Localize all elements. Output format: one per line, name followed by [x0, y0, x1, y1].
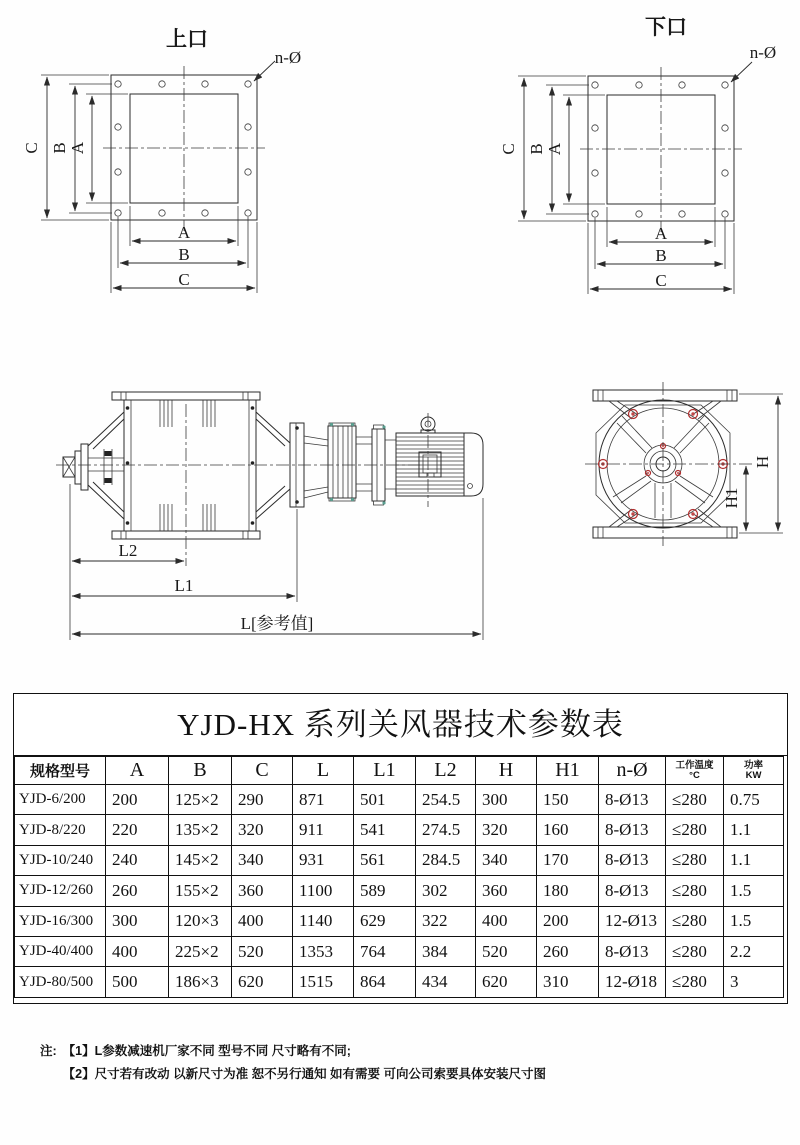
- end-view-drawing: [585, 382, 783, 546]
- cell-model: YJD-16/300: [15, 906, 106, 936]
- upper-port-title: 上口: [166, 27, 208, 51]
- upper-dim-b-left: B: [50, 142, 69, 154]
- header-c: C: [232, 757, 293, 785]
- table-row: [15, 936, 784, 966]
- header-temp-line2: °C: [689, 769, 700, 781]
- upper-dim-c-left: C: [22, 142, 41, 154]
- cell-temp: ≤280: [666, 876, 724, 906]
- footnote-label: 注:: [40, 1044, 57, 1058]
- cell-model: YJD-6/200: [15, 785, 106, 815]
- cell-n: 8-Ø13: [599, 876, 666, 906]
- cell-l: 911: [293, 815, 354, 845]
- cell-power: 2.2: [724, 936, 784, 966]
- header-a: A: [106, 757, 169, 785]
- cell-a: 200: [106, 785, 169, 815]
- header-power-line1: 功率: [743, 759, 763, 771]
- cell-n: 12-Ø18: [599, 967, 666, 997]
- header-model: 规格型号: [15, 757, 106, 785]
- cell-c: 400: [232, 906, 293, 936]
- header-l2: L2: [416, 757, 476, 785]
- spec-table-title: YJD-HX 系列关风器技术参数表: [14, 694, 787, 756]
- cell-temp: ≤280: [666, 845, 724, 875]
- cell-h1: 160: [537, 815, 599, 845]
- cell-a: 260: [106, 876, 169, 906]
- cell-temp: ≤280: [666, 967, 724, 997]
- cell-power: 1.1: [724, 815, 784, 845]
- cell-n: 8-Ø13: [599, 845, 666, 875]
- upper-port-hole-label: n-Ø: [274, 48, 302, 67]
- lower-dim-a-left: A: [545, 142, 564, 156]
- cell-power: 3: [724, 967, 784, 997]
- side-view-drawing: [56, 392, 483, 640]
- end-dim-h-label: H: [753, 455, 772, 469]
- upper-dim-a-bottom: A: [177, 223, 191, 242]
- cell-h1: 170: [537, 845, 599, 875]
- cell-h: 520: [476, 936, 537, 966]
- cell-model: YJD-40/400: [15, 936, 106, 966]
- cell-a: 220: [106, 815, 169, 845]
- cell-a: 400: [106, 936, 169, 966]
- table-row: [15, 906, 784, 936]
- side-dim-l2-label: L2: [118, 541, 138, 560]
- cell-h1: 260: [537, 936, 599, 966]
- cell-power: 1.1: [724, 845, 784, 875]
- lower-port-flange-diagram: [499, 15, 776, 294]
- cell-l1: 561: [354, 845, 416, 875]
- cell-n: 12-Ø13: [599, 906, 666, 936]
- lower-port-hole-label: n-Ø: [749, 43, 777, 62]
- cell-h: 620: [476, 967, 537, 997]
- spec-table: [14, 756, 784, 998]
- cell-b: 155×2: [169, 876, 232, 906]
- cell-b: 186×3: [169, 967, 232, 997]
- header-power-line2: KW: [745, 769, 762, 781]
- cell-l: 1353: [293, 936, 354, 966]
- cell-model: YJD-10/240: [15, 845, 106, 875]
- cell-h: 360: [476, 876, 537, 906]
- header-power: [724, 757, 784, 785]
- lower-dim-c-bottom: C: [655, 271, 667, 290]
- cell-model: YJD-8/220: [15, 815, 106, 845]
- upper-dim-b-bottom: B: [178, 245, 190, 264]
- side-dim-l-ref-label: L[参考值]: [240, 614, 314, 633]
- table-row: [15, 967, 784, 997]
- cell-l1: 864: [354, 967, 416, 997]
- cell-h1: 180: [537, 876, 599, 906]
- cell-h: 320: [476, 815, 537, 845]
- cell-n: 8-Ø13: [599, 815, 666, 845]
- lower-dim-b-left: B: [527, 143, 546, 155]
- cell-a: 500: [106, 967, 169, 997]
- cell-h1: 200: [537, 906, 599, 936]
- header-h1: H1: [537, 757, 599, 785]
- table-row: [15, 785, 784, 815]
- cell-temp: ≤280: [666, 785, 724, 815]
- cell-power: 1.5: [724, 876, 784, 906]
- cell-b: 145×2: [169, 845, 232, 875]
- lower-dim-c-left: C: [499, 143, 518, 155]
- table-row: [15, 845, 784, 875]
- cell-l2: 302: [416, 876, 476, 906]
- cell-temp: ≤280: [666, 815, 724, 845]
- cell-b: 225×2: [169, 936, 232, 966]
- upper-dim-c-bottom: C: [178, 270, 190, 289]
- cell-l2: 322: [416, 906, 476, 936]
- cell-c: 360: [232, 876, 293, 906]
- footnotes: [40, 1040, 546, 1086]
- cell-n: 8-Ø13: [599, 785, 666, 815]
- header-temp: [666, 757, 724, 785]
- cell-model: YJD-12/260: [15, 876, 106, 906]
- cell-c: 290: [232, 785, 293, 815]
- spec-table-frame: [13, 693, 788, 1004]
- cell-l1: 589: [354, 876, 416, 906]
- cell-l: 931: [293, 845, 354, 875]
- cell-h1: 310: [537, 967, 599, 997]
- cell-l: 1100: [293, 876, 354, 906]
- cell-h: 300: [476, 785, 537, 815]
- cell-l2: 434: [416, 967, 476, 997]
- cell-power: 1.5: [724, 906, 784, 936]
- cell-h1: 150: [537, 785, 599, 815]
- cell-c: 620: [232, 967, 293, 997]
- footnote-line-1: 【1】L参数减速机厂家不同 型号不同 尺寸略有不同;: [62, 1044, 351, 1058]
- cell-b: 135×2: [169, 815, 232, 845]
- header-n: n-Ø: [599, 757, 666, 785]
- cell-b: 125×2: [169, 785, 232, 815]
- cell-l2: 384: [416, 936, 476, 966]
- header-l1: L1: [354, 757, 416, 785]
- lower-dim-a-bottom: A: [654, 224, 668, 243]
- cell-power: 0.75: [724, 785, 784, 815]
- cell-l1: 629: [354, 906, 416, 936]
- cell-l: 1140: [293, 906, 354, 936]
- upper-dim-a-left: A: [68, 141, 87, 155]
- cell-a: 300: [106, 906, 169, 936]
- side-dim-l1-label: L1: [174, 576, 194, 595]
- header-temp-line1: 工作温度: [675, 759, 714, 771]
- header-h: H: [476, 757, 537, 785]
- cell-b: 120×3: [169, 906, 232, 936]
- cell-temp: ≤280: [666, 936, 724, 966]
- cell-l2: 254.5: [416, 785, 476, 815]
- cell-l1: 764: [354, 936, 416, 966]
- table-row: [15, 815, 784, 845]
- cell-h: 400: [476, 906, 537, 936]
- lower-dim-b-bottom: B: [655, 246, 667, 265]
- cell-l: 1515: [293, 967, 354, 997]
- lower-port-title: 下口: [645, 15, 687, 39]
- cell-n: 8-Ø13: [599, 936, 666, 966]
- cell-model: YJD-80/500: [15, 967, 106, 997]
- cell-a: 240: [106, 845, 169, 875]
- spec-header-row: [15, 757, 784, 785]
- cell-h: 340: [476, 845, 537, 875]
- cell-temp: ≤280: [666, 906, 724, 936]
- cell-l1: 541: [354, 815, 416, 845]
- header-l: L: [293, 757, 354, 785]
- cell-l: 871: [293, 785, 354, 815]
- table-row: [15, 876, 784, 906]
- cell-l2: 274.5: [416, 815, 476, 845]
- cell-c: 320: [232, 815, 293, 845]
- cell-l1: 501: [354, 785, 416, 815]
- footnote-line-2: 【2】尺寸若有改动 以新尺寸为准 恕不另行通知 如有需要 可向公司索要具体安装尺寸图: [62, 1067, 547, 1081]
- upper-port-flange-diagram: [22, 27, 301, 293]
- cell-c: 520: [232, 936, 293, 966]
- header-b: B: [169, 757, 232, 785]
- cell-c: 340: [232, 845, 293, 875]
- cell-l2: 284.5: [416, 845, 476, 875]
- end-dim-h1-label: H1: [722, 487, 741, 509]
